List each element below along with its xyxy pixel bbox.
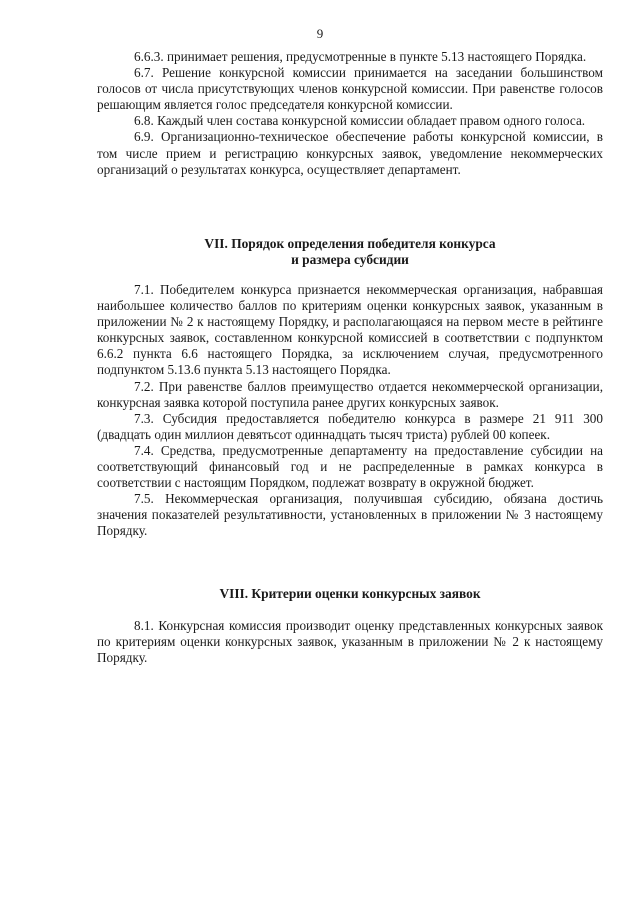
paragraph-6-7: 6.7. Решение конкурсной комиссии принимается на заседании большинством голосов от числа присутствующих членов конкурсной комиссии. При равенстве голосов решающим является голос председателя конкурсной комиссии. (97, 65, 603, 113)
paragraph-6-6-3: 6.6.3. принимает решения, предусмотренные в пункте 5.13 настоящего Порядка. (134, 49, 587, 64)
paragraph-6-9: 6.9. Организационно-техническое обеспечение работы конкурсной комиссии, в том числе прием и регистрацию конкурсных заявок, уведомление некоммерческих организаций о результатах конкурса, осуществляет департамент. (97, 129, 603, 177)
section-7-heading-line2: и размера субсидии (291, 252, 409, 268)
paragraph-6-8: 6.8. Каждый член состава конкурсной комиссии обладает правом одного голоса. (134, 113, 586, 129)
paragraph-7-3: 7.3. Субсидия предоставляется победителю конкурса в размере 21 911 300 (двадцать один миллион девятьсот одиннадцать тысяч триста) рублей 00 копеек. (97, 410, 603, 442)
section-8-heading-text: VIII. Критерии оценки конкурсных заявок (219, 586, 481, 601)
paragraph-7-1: 7.1. Победителем конкурса признается некоммерческая организация, набравшая наибольшее количество баллов по критериям оценки конкурсных заявок, указанным в приложении № 2 к настоящему Порядку, и располагающаяся на первом месте в рейтинге конкурсных заявок, составленном конкурсной комиссией в соответствии с подпунктом 6.6.2 пункта 6.6 настоящего Порядка, за исключением случая, предусмотренного подпунктом 5.13.6 пункта 5.13 настоящего Порядка. (97, 282, 603, 378)
section-7-heading-line1: VII. Порядок определения победителя конкурса (204, 236, 496, 251)
page-number: 9 (316, 26, 324, 41)
section-7-body (97, 282, 603, 540)
paragraphs-top (97, 49, 603, 178)
section-7-heading (97, 236, 603, 268)
paragraph-7-4: 7.4. Средства, предусмотренные департаменту на предоставление субсидии на соответствующий финансовый год и не распределенные в рамках конкурса в соответствии с настоящим Порядком, подлежат возврату в окружной бюджет. (97, 442, 603, 491)
paragraph-8-1: 8.1. Конкурсная комиссия производит оценку представленных конкурсных заявок по критериям оценки конкурсных заявок, указанным в приложении № 2 к настоящему Порядку. (97, 618, 603, 666)
section-8-body (97, 618, 603, 666)
paragraph-7-2: 7.2. При равенстве баллов преимущество отдается некоммерческой организации, конкурсная заявка которой поступила ранее других конкурсных заявок. (97, 378, 603, 410)
section-8-heading (97, 586, 603, 602)
paragraph-7-5: 7.5. Некоммерческая организация, получившая субсидию, обязана достичь значения показателей результативности, установленных в приложении № 3 настоящему Порядку. (97, 491, 603, 539)
